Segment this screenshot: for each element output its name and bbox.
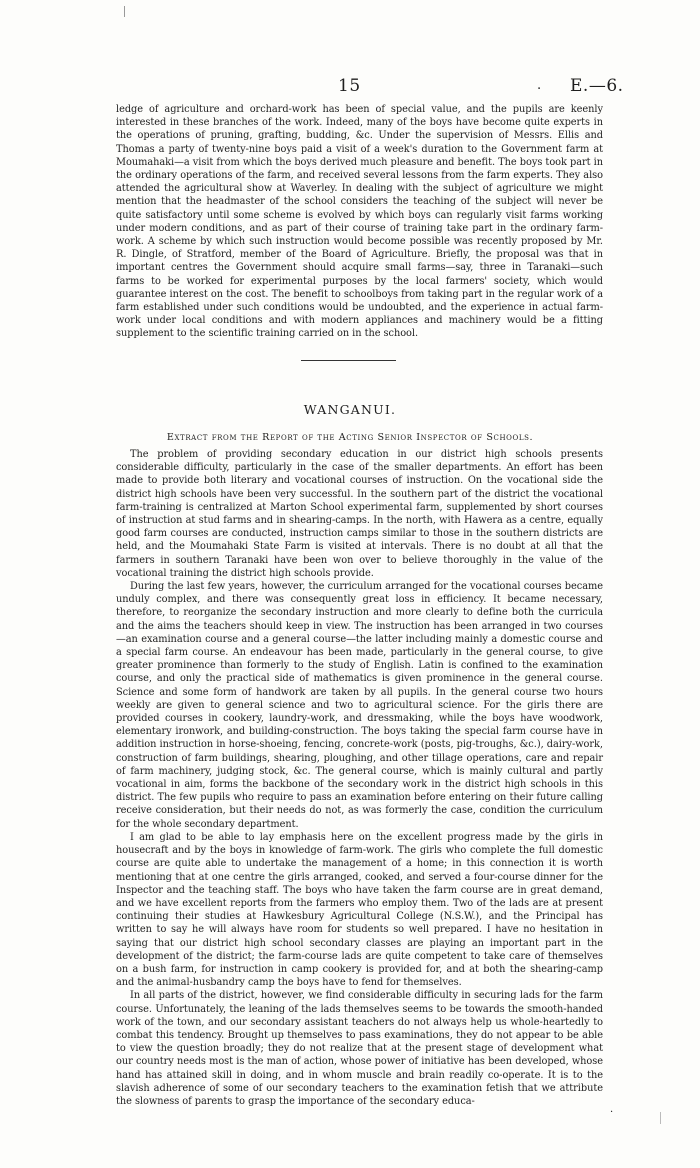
section-paragraph: In all parts of the district, however, we find considerable difficulty in securing lads for the farm course. Unfortunately, the leaning of the lads themselves seems to be towards the smooth-handed work of the town, and our secondary assistant teachers do not always help us whole-heartedly to combat this tendency. Brought up themselves to pass examinations, they do not appear to be able to view the question broadly; they do not realize that at the present stage of development what our country needs most is the man of action, whose power of initiative has been developed, whose hand has attained skill in doing, and in whom muscle and brain readily co-operate. It is to the slavish adherence of some of our secondary teachers to the examination fetish that we attribute the slowness of parents to grasp the importance of the secondary educa-: [116, 990, 603, 1107]
section-paragraph: The problem of providing secondary education in our district high schools presents considerable difficulty, particularly in the case of the smaller departments. An effort has been made to provide both literary and vocational courses of instruction. On the vocational side the district high schools have been very successful. In the southern part of the district the vocational farm-training is centralized at Marton School experimental farm, supplemented by short courses of instruction at stud farms and in shearing-camps. In the north, with Hawera as a centre, equally good farm courses are conducted, instruction camps similar to those in the southern districts are held, and the Moumahaki State Farm is visited at intervals. There is no doubt at all that the farmers in southern Taranaki have been won over to believe thoroughly in the value of the vocational training the district high schools provide.: [116, 449, 603, 579]
section-text-block: [116, 448, 603, 1108]
section-subtitle: Extract from the Report of the Acting Senior Inspector of Schools.: [166, 432, 534, 443]
header-dot: .: [537, 78, 542, 93]
section-divider: [301, 360, 396, 361]
binding-mark-bottom: [660, 1112, 661, 1124]
binding-mark-top: [124, 6, 125, 17]
section-paragraph: I am glad to be able to lay emphasis here on the excellent progress made by the girls in housecraft and by the boys in knowledge of farm-work. The girls who complete the full domestic course are quite able to undertake the management of a home; in this connection it is worth mentioning that at one centre the girls arranged, cooked, and served a four-course dinner for the Inspector and the teaching staff. The boys who have taken the farm course are in great demand, and we have excellent reports from the farmers who employ them. Two of the lads are at present continuing their studies at Hawkesbury Agricultural College (N.S.W.), and the Principal has written to say he will always have room for students so well prepared. I have no hesitation in saying that our district high school secondary classes are playing an important part in the development of the district; the farm-course lads are quite competent to take care of themselves on a bush farm, for instruction in camp cookery is provided for, and at both the shearing-camp and the animal-husbandry camp the boys have to fend for themselves.: [116, 831, 603, 989]
intro-paragraph: ledge of agriculture and orchard-work has been of special value, and the pupils are keenly interested in these branches of the work. Indeed, many of the boys have become quite experts in the operations of pruning, grafting, budding, &c. Under the supervision of Messrs. Ellis and Thomas a party of twenty-nine boys paid a visit of a week's duration to the Government farm at Moumahaki—a visit from which the boys derived much pleasure and benefit. The boys took part in the ordinary operations of the farm, and received several lessons from the farm experts. They also attended the agricultural show at Waverley. In dealing with the subject of agriculture we might mention that the headmaster of the school considers the teaching of the subject will never be quite satisfactory until some scheme is evolved by which boys can regularly visit farms working under modern conditions, and as part of their course of training take part in the ordinary farm-work. A scheme by which such instruction would become possible was recently proposed by Mr. R. Dingle, of Stratford, member of the Board of Agriculture. Briefly, the proposal was that in important centres the Government should acquire small farms—say, three in Taranaki—such farms to be worked for experimental purposes by the local farmers' society, which would guarantee interest on the cost. The benefit to schoolboys from taking part in the regular work of a farm established under such conditions would be undoubted, and the experience in actual farm-work under local conditions and with modern appliances and machinery would be a fitting supplement to the scientific training carried on in the school.: [116, 104, 603, 340]
series-reference: E.—6.: [570, 76, 624, 96]
intro-text-block: [116, 103, 603, 341]
page-number: 15: [338, 76, 361, 96]
section-title: WANGANUI.: [303, 402, 397, 417]
section-paragraph: During the last few years, however, the curriculum arranged for the vocational courses became unduly complex, and there was consequently great loss in efficiency. It became necessary, therefore, to reorganize the secondary instruction and more clearly to define both the curricula and the aims the teachers should keep in view. The instruction has been arranged in two courses—an examination course and a general course—the latter including mainly a domestic course and a special farm course. An endeavour has been made, particularly in the general course, to give greater prominence than formerly to the study of English. Latin is confined to the examination course, and only the practical side of mathematics is given prominence in the general course. Science and some form of handwork are taken by all pupils. In the general course two hours weekly are given to general science and two to agricultural science. For the girls there are provided courses in cookery, laundry-work, and dressmaking, while the boys have woodwork, elementary ironwork, and building-construction. The boys taking the special farm course have in addition instruction in horse-shoeing, fencing, concrete-work (posts, pig-troughs, &c.), dairy-work, construction of farm buildings, shearing, ploughing, and other tillage operations, care and repair of farm machinery, judging stock, &c. The general course, which is mainly cultural and partly vocational in aim, forms the backbone of the secondary work in the district high schools in this district. The few pupils who require to pass an examination before entering on their future calling receive consideration, but their needs do not, as was formerly the case, condition the curriculum for the whole secondary department.: [116, 581, 603, 830]
margin-dot: ·: [610, 1107, 614, 1118]
